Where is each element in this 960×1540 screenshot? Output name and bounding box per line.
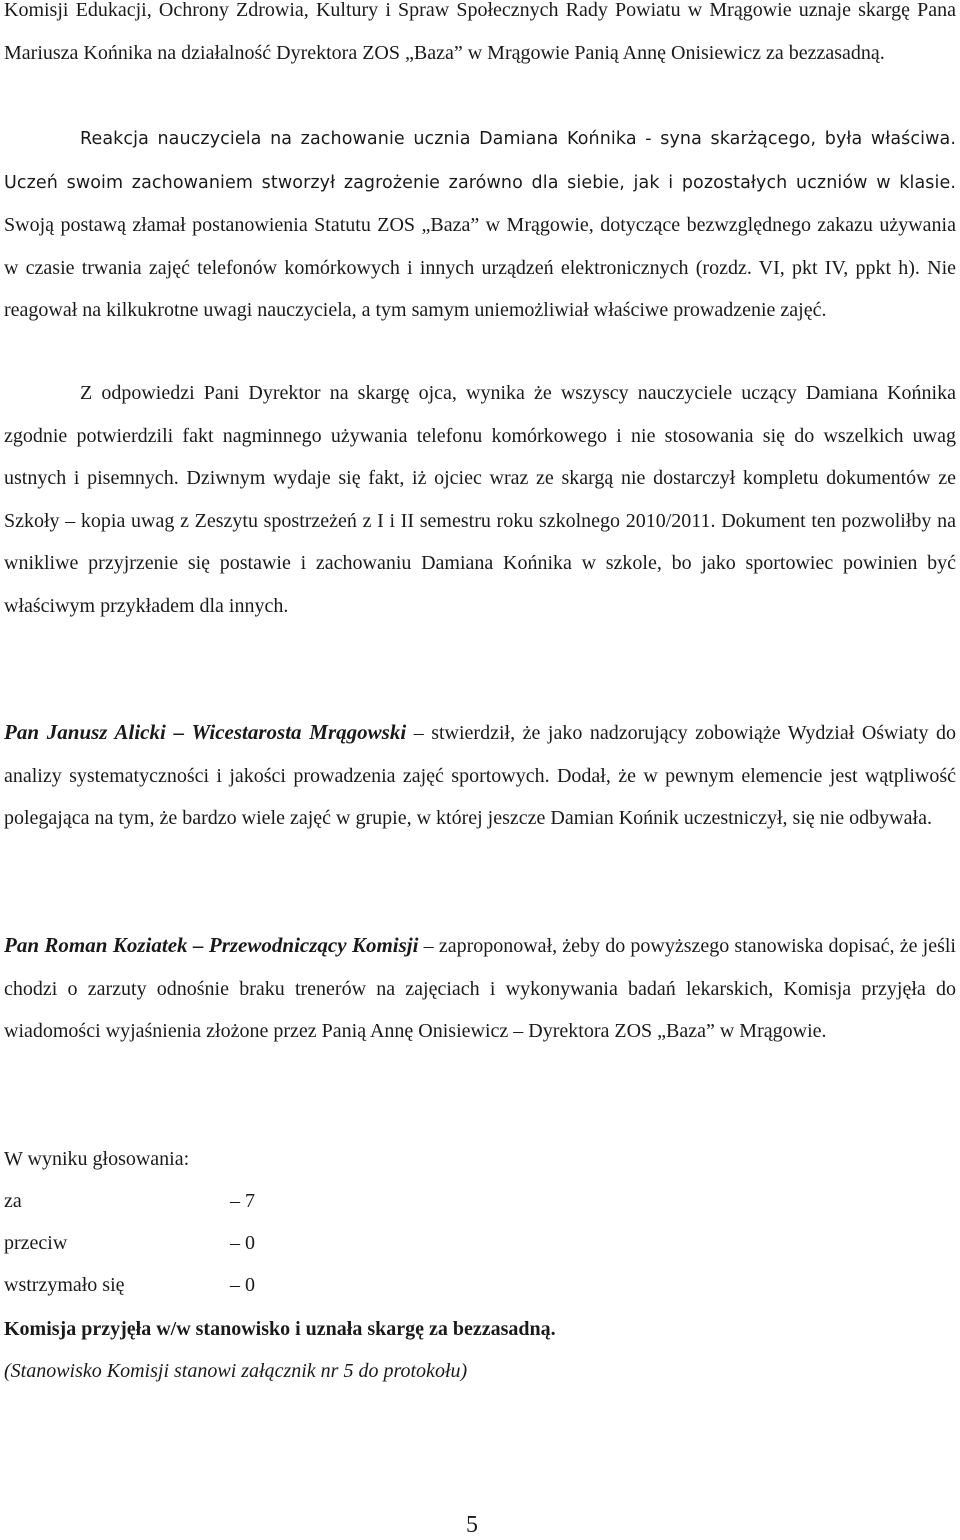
paragraph-teacher-reaction: [4, 117, 956, 332]
vote-label: wstrzymało się: [4, 1274, 125, 1296]
director-reply-text: Z odpowiedzi Pani Dyrektor na skargę ojca, wynika że wszyscy nauczyciele uczący Damiana Końnika zgodnie potwierdzili fakt nagminnego używania telefonu komórkowego i nie stosowania się do wszelkich uwag ustnych i pisemnych. Dziwnym wydaje się fakt, iż ojciec wraz ze skargą nie dostarczył kompletu dokumentów ze Szkoły – kopia uwag z Zeszytu spostrzeżeń z I i II semestru roku szkolnego 2010/2011. Dokument ten pozwoliłby na wnikliwe przyjrzenie się postawie i zachowaniu Damiana Końnika w szkole, bo jako sportowiec powinien być właściwym przykładem dla innych.: [4, 382, 956, 617]
teacher-reaction-text: [4, 117, 956, 332]
paragraph-alicki-statement: [4, 711, 956, 840]
vote-row-for: [4, 1181, 304, 1221]
resolution: Komisja przyjęła w/w stanowisko i uznała skargę za bezzasadną.: [4, 1318, 556, 1340]
decision-text: Komisji Edukacji, Ochrony Zdrowia, Kultury i Spraw Społecznych Rady Powiatu w Mrągowie uznaje skargę Pana Mariusza Końnika na działalność Dyrektora ZOS „Baza” w Mrągowie Panią Annę Onisiewicz za bezzasadną.: [4, 0, 956, 64]
attachment-note: (Stanowisko Komisji stanowi załącznik nr 5 do protokołu): [4, 1360, 468, 1382]
vote-heading: W wyniku głosowania:: [4, 1148, 190, 1170]
vote-label: przeciw: [4, 1232, 68, 1254]
teacher-reaction-sans: Reakcja nauczyciela na zachowanie ucznia Damiana Końnika - syna skarżącego, była właściwa. Uczeń swoim zachowaniem stworzył zagrożenie zarówno dla siebie, jak i pozostałych uczniów w klasie.: [4, 129, 956, 193]
vote-row-against: [4, 1223, 304, 1263]
alicki-statement: [4, 711, 956, 840]
statute-violation-text: Swoją postawą złamał postanowienia Statutu ZOS „Baza” w Mrągowie, dotyczące bezwzględnego zakazu używania w czasie trwania zajęć telefonów komórkowych i innych urządzeń elektronicznych (rozdz. VI, pkt IV, ppkt h). Nie reagował na kilkukrotne uwagi nauczyciela, a tym samym uniemożliwiał właściwe prowadzenie zajęć.: [4, 214, 956, 321]
vote-value: – 0: [230, 1274, 255, 1296]
page-number: 5: [466, 1512, 478, 1538]
vote-value: – 0: [230, 1232, 255, 1254]
koziatek-statement: [4, 924, 956, 1053]
alicki-statement-text: – stwierdził, że jako nadzorujący zobowiąże Wydział Oświaty do analizy systematyczności i jakości prowadzenia zajęć sportowych. Dodał, że w pewnym elemencie jest wątpliwość polegająca na tym, że bardzo wiele zajęć w grupie, w której jeszcze Damian Końnik uczestniczył, się nie odbywała.: [4, 722, 957, 829]
koziatek-statement-text: – zaproponował, żeby do powyższego stanowiska dopisać, że jeśli chodzi o zarzuty odnośnie braku trenerów na zajęciach i wykonywania badań lekarskich, Komisja przyjęła do wiadomości wyjaśnienia złożone przez Panią Annę Onisiewicz – Dyrektora ZOS „Baza” w Mrągowie.: [4, 935, 956, 1042]
paragraph-koziatek-statement: [4, 924, 956, 1053]
speaker-name: Pan Roman Koziatek – Przewodniczący Komisji: [4, 933, 419, 957]
vote-value: – 7: [230, 1190, 255, 1212]
paragraph-decision: [4, 0, 956, 74]
speaker-name: Pan Janusz Alicki – Wicestarosta Mrągowski: [4, 720, 407, 744]
vote-label: za: [4, 1190, 22, 1212]
vote-row-abstain: [4, 1265, 304, 1305]
paragraph-director-reply: [4, 372, 956, 627]
